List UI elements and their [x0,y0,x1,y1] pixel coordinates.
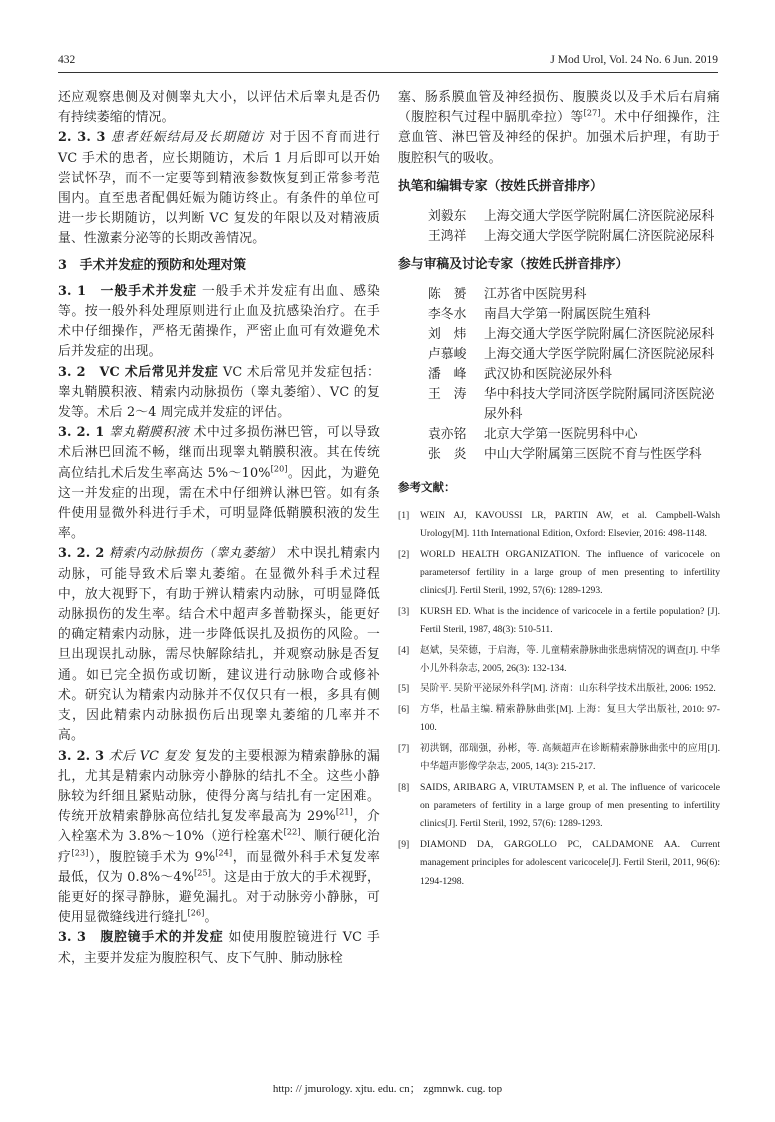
left-column [58,88,380,969]
section-text: 。 [204,910,218,926]
citation: [23] [71,848,89,858]
reference-item [398,603,720,640]
reference-item [398,836,720,891]
section-3-2 [58,363,380,424]
reference-item [398,546,720,601]
reviewer-entry [398,305,720,325]
expert-name: 潘 峰 [428,366,467,382]
reviewer-entry [398,365,720,385]
section-text: 、顺行硬化治疗 [58,829,380,865]
section-title: 3. 3 腹腔镜手术的并发症 [58,930,224,946]
section-text: 对于因不育而进行 VC 手术的患者，应长期随访，术后 1 月后即可以开始尝试怀孕，而不一定要等到精液参数恢复到正常参考范围内。直至患者配偶妊娠为随访终止。有条件的单位可进一步长期随访，以判断 VC 复发的年限以及对精液质量、性激素分泌等的长期改善情况。 [58,130,381,247]
section-text: ），腹腔镜手术为 9% [88,849,216,865]
reviewers-heading: 参与审稿及讨论专家（按姓氏拼音排序） [398,256,629,272]
reference-number: [9] [398,838,410,850]
expert-name: 袁亦铭 [428,426,467,442]
expert-affiliation: 上海交通大学医学院附属仁济医院泌尿科 [484,208,715,224]
paragraph [398,88,720,169]
section-text: 术中过多损伤淋巴管，可以导致术后淋巴回流不畅，继而出现睾丸鞘膜积液。其在传统高位结扎术后发生率高达 5%～10% [58,425,381,481]
reference-text: 方华，杜晶主编. 精索静脉曲张[M]. 上海：复旦大学出版社, 2010: 97-100. [420,703,720,734]
section-title: 3. 1 一般手术并发症 [58,283,197,299]
reference-item [398,507,720,544]
expert-affiliation: 华中科技大学同济医学院附属同济医院泌尿外科 [484,386,715,422]
section-text: VC 术后常见并发症包括：睾丸鞘膜积液、精索内动脉损伤（睾丸萎缩）、VC 的复发等。术后 2～4 周完成并发症的评估。 [58,364,380,421]
footer-links: http: // jmurology. xjtu. edu. cn； zgmnwk. cug. top [272,1083,503,1095]
author-entry [398,207,720,227]
reference-text: DIAMOND DA, GARGOLLO PC, CALDAMONE AA. Current management principles for adolescent varicocele[J]. Fertil Steril, 2011, 96(6): 1294-1298. [420,838,720,887]
section-3-2-1 [58,423,380,544]
reviewer-entry [398,385,720,425]
expert-name: 李冬水 [428,306,467,322]
authors-heading: 执笔和编辑专家（按姓氏拼音排序） [398,178,603,194]
page-number: 432 [58,54,76,66]
section-3-1 [58,282,380,363]
citation: [21] [335,807,353,817]
reviewer-entry [398,285,720,305]
reference-text: WORLD HEALTH ORGANIZATION. The influence of varicocele on parametersof fertility in a large group of men presenting to infertility clinics[J]. Fertil Steril, 1992, 57(6): 1289-1293. [420,548,720,597]
reference-text: 初洪钢，邵瑞强，孙彬，等. 高频超声在诊断精索静脉曲张中的应用[J]. 中华超声影像学杂志, 2005, 14(3): 215-217. [420,742,720,773]
reviewer-entry [398,325,720,345]
reviewer-entry [398,425,720,445]
section-3-2-3 [58,747,380,929]
header-rule [58,72,718,73]
section-number: 3. 2. 2 [58,546,105,562]
reviewer-entry [398,345,720,365]
expert-name: 王 涛 [428,386,467,402]
expert-affiliation: 武汉协和医院泌尿外科 [484,366,612,382]
reviewers-list [398,285,720,465]
right-column [398,88,720,893]
reference-item [398,642,720,679]
citation: [26] [187,908,205,918]
reference-list [398,507,720,891]
expert-affiliation: 上海交通大学医学院附属仁济医院泌尿科 [484,346,715,362]
section-text: 术中误扎精索内动脉，可能导致术后睾丸萎缩。在显微外科手术过程中，放大视野下，有助于辨认精索内动脉，可明显降低动脉损伤的发生率。结合术中超声多普勒探头，能更好的确定精索内动脉，进一步降低误扎及损伤的风险。一旦出现误扎动脉，需尽快解除结扎，并观察动脉是否复通。如已完全损伤或切断，建议进行动脉吻合或修补术。研究认为精索内动脉并不仅仅只有一根，多具有侧支，因此精索内动脉损伤后出现睾丸萎缩的几率并不高。 [58,546,381,744]
running-header [58,54,718,70]
reference-number: [3] [398,605,410,617]
expert-name: 刘 炜 [428,326,467,342]
section-text: ，而显微外科手术复发率最低，仅为 0.8%～4% [58,849,380,885]
reference-number: [6] [398,703,410,715]
expert-name: 刘毅东 [428,208,467,224]
section-title: 睾丸鞘膜积液 [109,425,190,441]
expert-affiliation: 北京大学第一医院男科中心 [484,426,638,442]
expert-name: 王鸿祥 [428,228,467,244]
citation: [27] [583,108,601,118]
section-3-heading: 3 手术并发症的预防和处理对策 [58,257,247,273]
expert-name: 陈 赟 [428,286,467,302]
section-number: 2. 3. 3 [58,130,106,146]
reference-number: [7] [398,742,410,754]
reviewer-entry [398,445,720,465]
citation: [20] [270,464,288,474]
citation: [24] [215,848,233,858]
citation: [25] [194,868,212,878]
section-text: 如使用腹腔镜进行 VC 手术，主要并发症为腹腔积气、皮下气肿、肺动脉栓 [58,930,380,966]
paragraph-text: 塞、肠系膜血管及神经损伤、腹膜炎以及手术后右肩痛（腹腔积气过程中膈肌牵拉）等 [398,90,720,126]
references-heading: 参考文献： [398,479,456,494]
section-text: 。因此，为避免这一并发症的出现，需在术中仔细辨认淋巴管。如有条件使用显微外科进行手术，可明显降低鞘膜积液的发生率。 [58,465,380,542]
reference-item [398,701,720,738]
section-text: 。这是由于放大的手术视野，能更好的探寻静脉，避免漏扎。对于动脉旁小静脉，可使用显微缝线进行缝扎 [58,869,380,926]
citation: [22] [283,828,301,838]
author-entry [398,227,720,247]
expert-name: 卢慕峻 [428,346,467,362]
section-title: 术后 VC 复发 [108,748,191,764]
section-text: ，介入栓塞术为 3.8%～10%（逆行栓塞术 [58,809,380,845]
section-3-3 [58,928,380,968]
section-number: 3. 2. 1 [58,425,105,441]
reference-item [398,680,720,698]
reference-text: SAIDS, ARIBARG A, VIRUTAMSEN P, et al. The influence of varicocele on parameters of fertility in a large group of men presenting to infertility clinics[J]. Fertil Steril, 1992, 57(6): 1289-1293. [420,781,720,830]
journal-citation: J Mod Urol, Vol. 24 No. 6 Jun. 2019 [550,54,718,66]
section-title: 患者妊娠结局及长期随访 [110,130,265,146]
expert-affiliation: 上海交通大学医学院附属仁济医院泌尿科 [484,326,715,342]
expert-affiliation: 南昌大学第一附属医院生殖科 [484,306,651,322]
expert-affiliation: 江苏省中医院男科 [484,286,587,302]
reference-number: [1] [398,509,410,521]
reference-number: [8] [398,781,410,793]
paragraph-text: 。术中仔细操作，注意血管、淋巴管及神经的保护。加强术后护理，有助于腹腔积气的吸收。 [398,110,720,166]
section-title: 3. 2 VC 术后常见并发症 [58,364,219,380]
reference-text: 吴阶平. 吴阶平泌尿外科学[M]. 济南：山东科学技术出版社, 2006: 1952. [420,683,716,695]
reference-text: WEIN AJ, KAVOUSSI LR, PARTIN AW, et al. Campbell-Walsh Urology[M]. 11th International Edition, Oxford: Elsevier, 2016: 498-1148. [420,509,720,540]
authors-list [398,207,720,247]
reference-number: [5] [398,683,410,695]
reference-item [398,740,720,777]
paragraph: 还应观察患侧及对侧睾丸大小，以评估术后睾丸是否仍有持续萎缩的情况。 [58,90,380,126]
section-2-3-3 [58,128,380,249]
expert-affiliation: 上海交通大学医学院附属仁济医院泌尿科 [484,228,715,244]
expert-affiliation: 中山大学附属第三医院不育与性医学科 [484,446,702,462]
reference-text: 赵斌，吴荣德，于启海，等. 儿童精索静脉曲张患病情况的调查[J]. 中华小儿外科杂志, 2005, 26(3): 132-134. [420,644,720,675]
section-text: 一般手术并发症有出血、感染等。按一般外科处理原则进行止血及抗感染治疗。在手术中仔细操作，严格无菌操作，严密止血可有效避免术后并发症的出现。 [58,283,380,360]
section-title: 精索内动脉损伤（睾丸萎缩） [109,546,283,562]
section-number: 3. 2. 3 [58,748,105,764]
section-text: 复发的主要根源为精索静脉的漏扎，尤其是精索内动脉旁小静脉的结扎不全。这些小静脉较为纤细且紧贴动脉，使得分离与结扎有一定困难。传统开放精索静脉高位结扎复发率最高为 29% [58,748,380,825]
reference-text: KURSH ED. What is the incidence of varicocele in a fertile population? [J]. Fertil Steril, 1987, 48(3): 510-511. [420,605,720,636]
reference-item [398,779,720,834]
expert-name: 张 炎 [428,446,467,462]
reference-number: [4] [398,644,410,656]
reference-number: [2] [398,548,410,560]
section-3-2-2 [58,544,380,746]
